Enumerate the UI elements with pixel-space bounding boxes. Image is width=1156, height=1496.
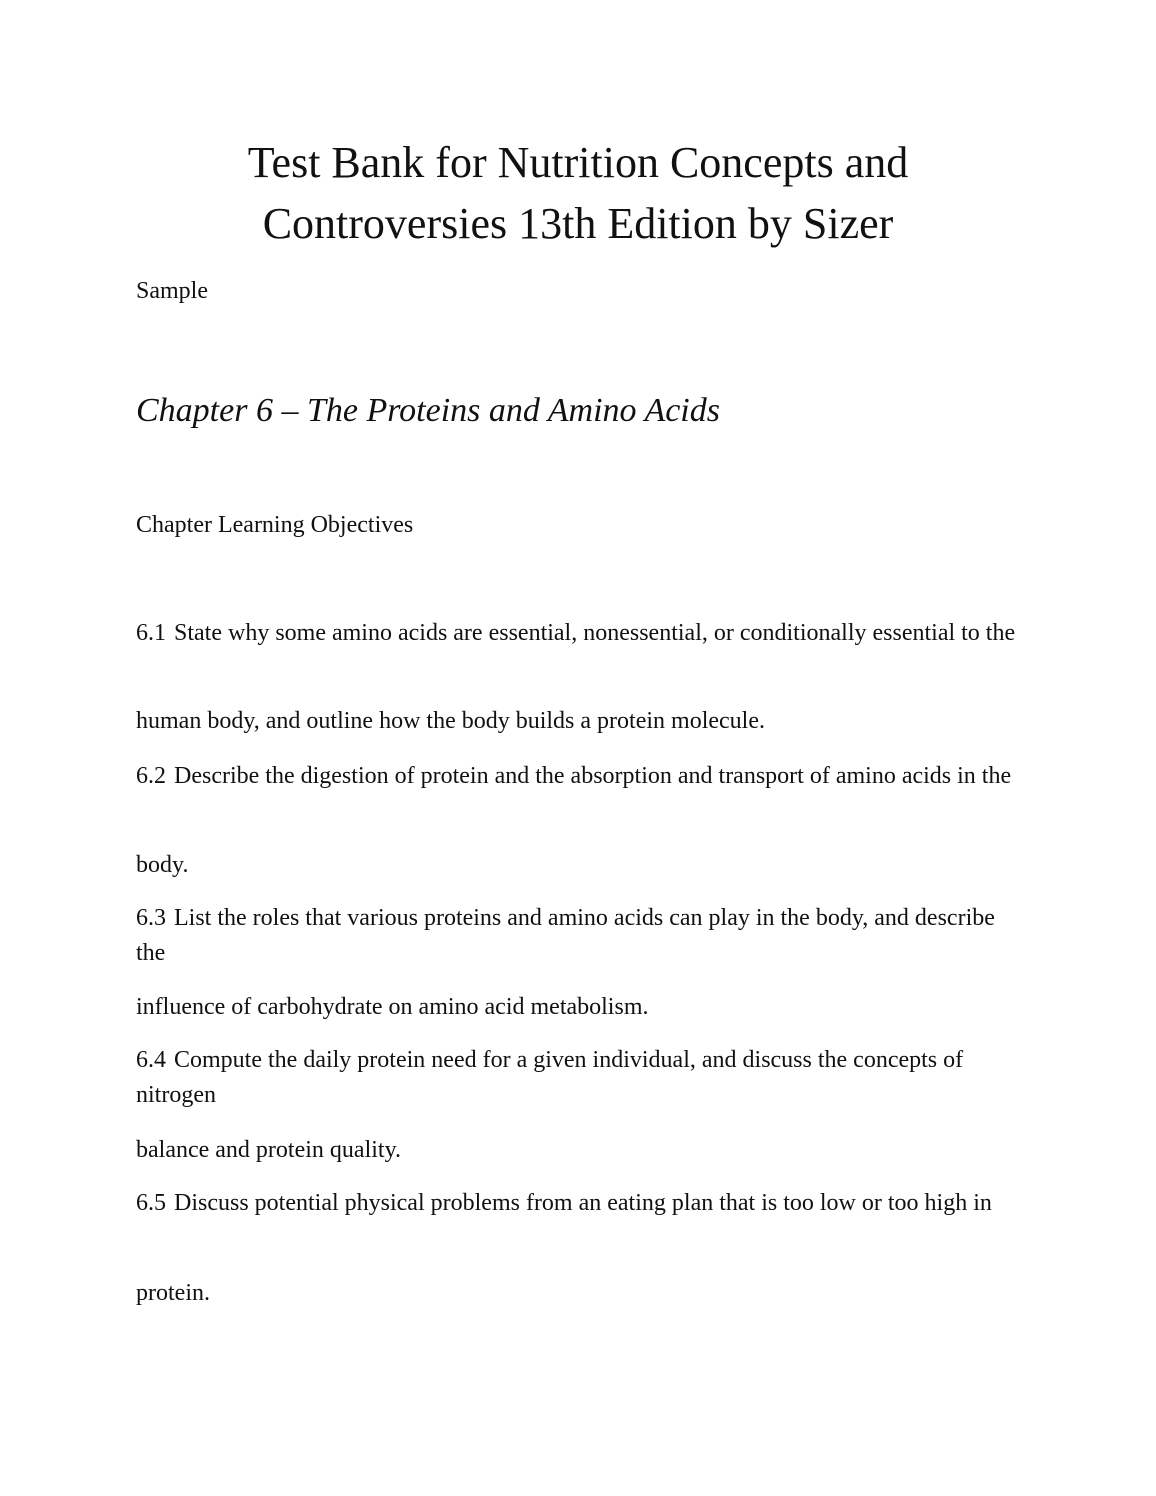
- objective-6-4-line2: balance and protein quality.: [136, 1137, 402, 1163]
- title-line-1: Test Bank for Nutrition Concepts and: [247, 138, 909, 187]
- objective-text: List the roles that various proteins and amino acids can play in the body, and describe the: [136, 905, 995, 966]
- objective-6-1-line1: [136, 616, 1016, 651]
- document-title: [0, 132, 1156, 254]
- title-line-2: Controversies 13th Edition by Sizer: [262, 199, 894, 248]
- objective-6-4-line1: [136, 1043, 1016, 1113]
- objective-number: 6.2: [136, 763, 166, 789]
- chapter-heading: Chapter 6 – The Proteins and Amino Acids: [136, 392, 720, 429]
- objective-number: 6.3: [136, 905, 166, 931]
- objective-6-3-line2: influence of carbohydrate on amino acid metabolism.: [136, 994, 649, 1020]
- objective-6-3-line1: [136, 901, 1016, 971]
- objective-number: 6.4: [136, 1047, 166, 1073]
- objective-6-5-line2: protein.: [136, 1280, 210, 1306]
- objective-6-5-line1: [136, 1186, 1016, 1221]
- objective-text: State why some amino acids are essential, nonessential, or conditionally essential to the: [174, 620, 1016, 646]
- objective-text: Describe the digestion of protein and the absorption and transport of amino acids in the: [174, 763, 1012, 789]
- sample-label: Sample: [136, 278, 208, 304]
- objectives-heading: Chapter Learning Objectives: [136, 512, 414, 538]
- objective-text: Discuss potential physical problems from an eating plan that is too low or too high in: [174, 1190, 992, 1216]
- objective-text: Compute the daily protein need for a given individual, and discuss the concepts of nitrogen: [136, 1047, 964, 1108]
- objective-6-1-line2: human body, and outline how the body builds a protein molecule.: [136, 708, 765, 734]
- objective-6-2-line2: body.: [136, 852, 189, 878]
- objective-number: 6.1: [136, 620, 166, 646]
- objective-6-2-line1: [136, 759, 1016, 794]
- objective-number: 6.5: [136, 1190, 166, 1216]
